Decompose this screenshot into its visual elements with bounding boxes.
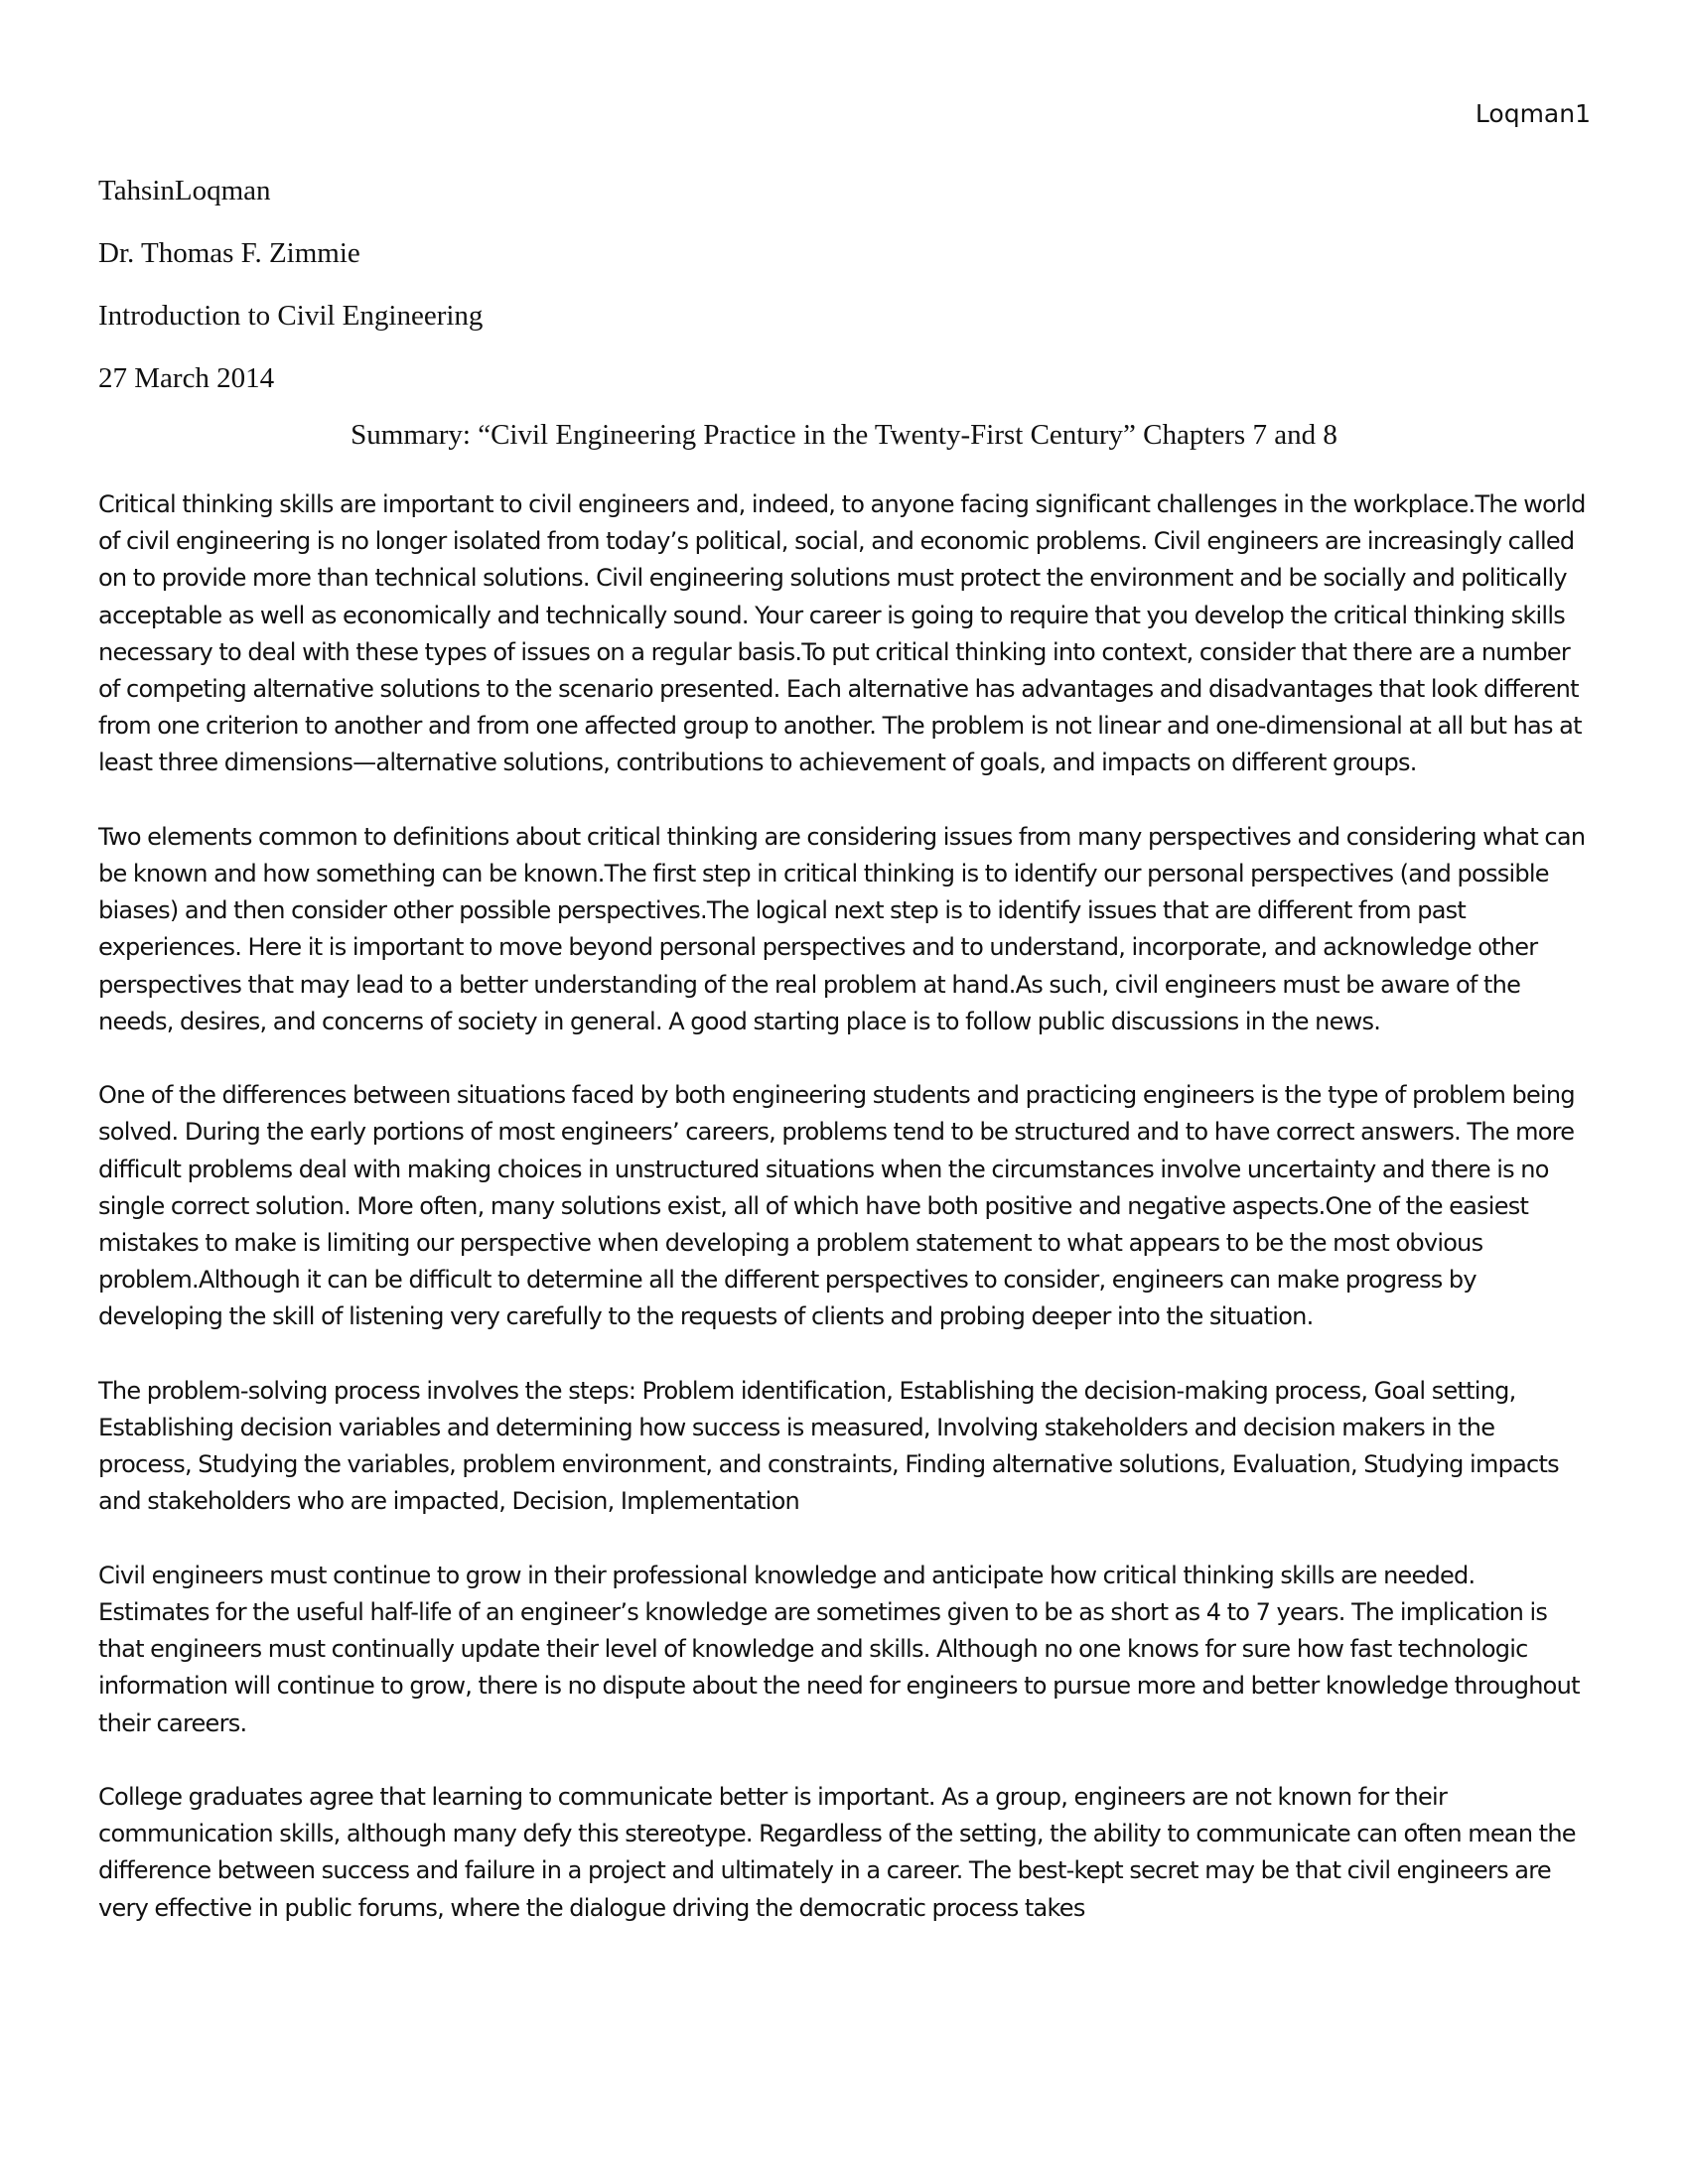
document-date: 27 March 2014 bbox=[98, 362, 275, 394]
paragraph: College graduates agree that learning to communicate better is important. As a group, engineers are not known for their communication skills, although many defy this stereotype. Regardless of the setting, the ability to communicate can often mean the difference between success and failure in a project and ultimately in a career. The best-kept secret may be that civil engineers are very effective in public forums, where the dialogue driving the democratic process takes bbox=[98, 1783, 1576, 1922]
paragraph: Civil engineers must continue to grow in their professional knowledge and anticipate how critical thinking skills are needed. Estimates for the useful half-life of an engineer’s knowledge are sometimes given to be as short as 4 to 7 years. The implication is that engineers must continually update their level of knowledge and skills. Although no one knows for sure how fast technologic information will continue to grow, there is no dispute about the need for engineers to pursue more and better knowledge throughout their careers. bbox=[98, 1561, 1580, 1737]
paragraph: The problem-solving process involves the steps: Problem identification, Establishing the decision-making process, Goal setting, Establishing decision variables and determining how success is measured, Involving stakeholders and decision makers in the process, Studying the variables, problem environment, and constraints, Finding alternative solutions, Evaluation, Studying impacts and stakeholders who are impacted, Decision, Implementation bbox=[98, 1376, 1559, 1516]
paragraph: Two elements common to definitions about critical thinking are considering issues from many perspectives and considering what can be known and how something can be known.The first step in critical thinking is to identify our personal perspectives (and possible biases) and then consider other possible perspectives.The logical next step is to identify issues that are different from past experiences. Here it is important to move beyond personal perspectives and to understand, incorporate, and acknowledge other perspectives that may lead to a better understanding of the real problem at hand.As such, civil engineers must be aware of the needs, desires, and concerns of society in general. A good starting place is to follow public discussions in the news. bbox=[98, 822, 1586, 1035]
paragraph: One of the differences between situations faced by both engineering students and practicing engineers is the type of problem being solved. During the early portions of most engineers’ careers, problems tend to be structured and to have correct answers. The more difficult problems deal with making choices in unstructured situations when the circumstances involve uncertainty and there is no single correct solution. More often, many solutions exist, all of which have both positive and negative aspects.One of the easiest mistakes to make is limiting our perspective when developing a problem statement to what appears to be the most obvious problem.Although it can be difficult to determine all the different perspectives to consider, engineers can make progress by developing the skill of listening very carefully to the requests of clients and probing deeper into the situation. bbox=[98, 1081, 1575, 1331]
paragraph: Critical thinking skills are important to civil engineers and, indeed, to anyone facing significant challenges in the workplace.The world of civil engineering is no longer isolated from today’s political, social, and economic problems. Civil engineers are increasingly called on to provide more than technical solutions. Civil engineering solutions must protect the environment and be socially and politically acceptable as well as economically and technically sound. Your career is going to require that you develop the critical thinking skills necessary to deal with these types of issues on a regular basis.To put critical thinking into context, consider that there are a number of competing alternative solutions to the scenario presented. Each alternative has advantages and disadvantages that look different from one criterion to another and from one affected group to another. The problem is not linear and one-dimensional at all but has at least three dimensions—alternative solutions, contributions to achievement of goals, and impacts on different groups. bbox=[98, 490, 1586, 777]
document-title: Summary: “Civil Engineering Practice in the Twenty-First Century” Chapters 7 and 8 bbox=[351, 419, 1337, 451]
course-name: Introduction to Civil Engineering bbox=[98, 300, 484, 332]
author-name: TahsinLoqman bbox=[98, 175, 271, 206]
document-body bbox=[98, 486, 1590, 1964]
page-header-label: Loqman1 bbox=[1475, 99, 1591, 128]
instructor-name: Dr. Thomas F. Zimmie bbox=[98, 237, 360, 269]
heading-block bbox=[98, 171, 1588, 421]
